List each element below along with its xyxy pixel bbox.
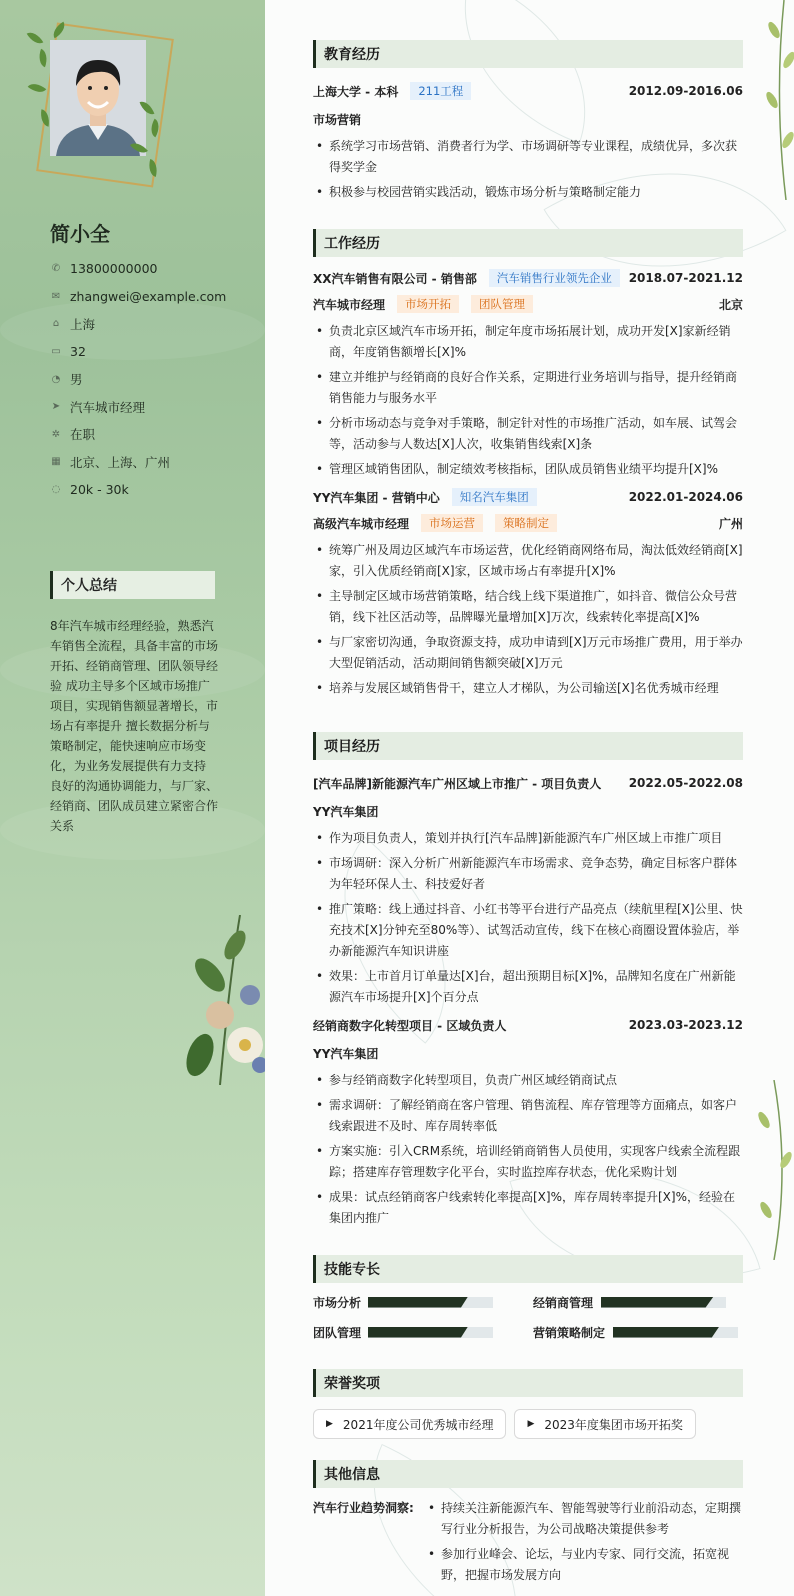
list-item: • 积极参与校园营销实践活动，锻炼市场分析与策略制定能力 <box>313 182 743 203</box>
job-city: 广州 <box>718 516 743 531</box>
skill-bar-fill <box>368 1327 468 1338</box>
education-heading: 教育经历 <box>313 40 743 68</box>
other-bullets <box>425 1498 743 1590</box>
corner-leaf-decoration <box>734 0 794 200</box>
job-bullets <box>313 321 743 480</box>
job-role-row <box>313 512 743 534</box>
avatar <box>50 40 146 156</box>
list-item: • 建立并维护与经销商的良好合作关系，定期进行业务培训与指导，提升经销商销售能力与服务水平 <box>313 367 743 409</box>
education-major-row <box>313 108 743 130</box>
major-text: 市场营销 <box>313 112 362 127</box>
job-header-row <box>313 267 743 289</box>
gender-text: 男 <box>70 372 83 388</box>
list-item: • 推广策略：线上通过抖音、小红书等平台进行产品亮点（续航里程[X]公里、快充技术[X]分钟充至80%等）、试驾活动宣传，线下在核心商圈设置体验店，举办新能源汽车知识讲座 <box>313 899 743 962</box>
corner-leaf-decoration <box>734 1080 794 1260</box>
home-icon: ⌂ <box>52 318 60 330</box>
info-phone <box>50 255 226 283</box>
company-name: XX汽车销售有限公司 - 销售部 <box>313 271 477 286</box>
skill-item <box>533 1324 743 1341</box>
honors-section <box>313 1369 743 1439</box>
projects-section <box>313 732 743 1233</box>
play-icon: ▶ <box>527 1419 535 1429</box>
company-tag: 汽车销售行业领先企业 <box>489 269 620 287</box>
other-body <box>313 1498 743 1590</box>
list-item: • 市场调研：深入分析广州新能源汽车市场需求、竞争态势，确定目标客户群体为年轻环保人士、科技爱好者 <box>313 853 743 895</box>
other-section <box>313 1460 743 1590</box>
work-section <box>313 229 743 703</box>
project-org-row <box>313 1042 743 1064</box>
skill-item <box>313 1324 523 1341</box>
list-item: • 参与经销商数字化转型项目，负责广州区域经销商试点 <box>313 1070 743 1091</box>
work-heading: 工作经历 <box>313 229 743 257</box>
other-heading: 其他信息 <box>313 1460 743 1488</box>
leaf-decoration <box>36 49 51 67</box>
list-item: • 分析市场动态与竞争对手策略，制定针对性的市场推广活动，如车展、试驾会等，活动参与人数达[X]人次，收集销售线索[X]条 <box>313 413 743 455</box>
city-text: 上海 <box>70 316 96 332</box>
avatar-portrait <box>50 40 146 156</box>
job-header-row <box>313 486 743 508</box>
company-tag: 知名汽车集团 <box>452 488 537 506</box>
skills-section <box>313 1255 743 1345</box>
leaf-decoration <box>27 29 44 48</box>
list-item: • 主导制定区域市场营销策略，结合线上线下渠道推广，如抖音、微信公众号营销，线下社区活动等，品牌曝光量增加[X]万次，线索转化率提高[X]% <box>313 586 743 628</box>
phone-icon: ✆ <box>51 263 61 275</box>
project-period: 2022.05-2022.08 <box>628 776 743 790</box>
list-item: • 统筹广州及周边区域汽车市场运营，优化经销商网络布局，淘汰低效经销商[X]家，引入优质经销商[X]家，区域市场占有率提升[X]% <box>313 540 743 582</box>
money-icon: ◌ <box>51 484 61 496</box>
candidate-name: 简小全 <box>50 222 110 246</box>
list-item: • 参加行业峰会、论坛，与业内专家、同行交流，拓宽视野，把握市场发展方向 <box>425 1544 743 1586</box>
project-name: 经销商数字化转型项目 - 区域负责人 <box>313 1018 507 1033</box>
project-org: YY汽车集团 <box>313 1046 379 1061</box>
list-item: • 方案实施：引入CRM系统，培训经销商销售人员使用，实现客户线索全流程跟踪；搭建库存管理数字化平台，实时监控库存状态，优化采购计划 <box>313 1141 743 1183</box>
mail-icon: ✉ <box>51 290 61 302</box>
skill-name: 团队管理 <box>313 1325 362 1340</box>
list-item: • 效果：上市首月订单量达[X]台，超出预期目标[X]%，品牌知名度在广州新能源汽车市场提升[X]个百分点 <box>313 966 743 1008</box>
info-salary <box>50 476 226 504</box>
list-item: • 需求调研：了解经销商在客户管理、销售流程、库存管理等方面痛点，如客户线索跟进不及时、库存周转率低 <box>313 1095 743 1137</box>
info-gender <box>50 365 226 393</box>
status-text: 在职 <box>70 427 96 443</box>
skill-item <box>533 1294 743 1311</box>
skills-heading: 技能专长 <box>313 1255 743 1283</box>
building-icon: ▦ <box>51 456 61 468</box>
list-item: • 系统学习市场营销、消费者行为学、市场调研等专业课程，成绩优异，多次获得奖学金 <box>313 136 743 178</box>
job-city: 北京 <box>718 297 743 312</box>
info-email <box>50 283 226 311</box>
award-text: 2021年度公司优秀城市经理 <box>342 1417 494 1432</box>
school-name: 上海大学 - 本科 <box>313 84 399 99</box>
sidebar <box>0 0 265 1596</box>
other-label: 汽车行业趋势洞察: <box>313 1501 414 1515</box>
project-bullets <box>313 828 743 1008</box>
flower-decoration <box>180 915 265 1085</box>
award-item <box>313 1409 506 1439</box>
project-header-row <box>313 1014 743 1036</box>
cake-icon: ▭ <box>51 346 61 358</box>
main-content <box>265 0 794 1596</box>
skill-bar <box>368 1327 493 1338</box>
email-text: zhangwei@example.com <box>70 288 227 304</box>
company-name: YY汽车集团 - 营销中心 <box>313 490 440 505</box>
education-header-row <box>313 80 743 102</box>
send-icon: ➤ <box>51 401 61 413</box>
target-cities-text: 北京、上海、广州 <box>70 454 171 470</box>
age-text: 32 <box>70 344 86 360</box>
contact-info <box>50 255 226 503</box>
project-period: 2023.03-2023.12 <box>628 1018 743 1032</box>
phone-text: 13800000000 <box>70 261 158 277</box>
projects-heading: 项目经历 <box>313 732 743 760</box>
salary-text: 20k - 30k <box>70 482 129 498</box>
honors-heading: 荣誉奖项 <box>313 1369 743 1397</box>
skill-row <box>313 1319 743 1345</box>
education-period: 2012.09-2016.06 <box>628 84 743 98</box>
project-org-row <box>313 800 743 822</box>
skill-tag: 团队管理 <box>471 295 533 313</box>
skill-name: 营销策略制定 <box>533 1325 606 1340</box>
skill-bar <box>613 1327 738 1338</box>
info-status <box>50 421 226 449</box>
list-item: • 成果：试点经销商客户线索转化率提高[X]%，库存周转率提升[X]%，经验在集团内推广 <box>313 1187 743 1229</box>
job-period: 2022.01-2024.06 <box>628 490 743 504</box>
job-role-row <box>313 293 743 315</box>
education-bullets <box>313 136 743 203</box>
honors-list <box>313 1409 743 1439</box>
skill-name: 经销商管理 <box>533 1295 594 1310</box>
skill-item <box>313 1294 523 1311</box>
job-period: 2018.07-2021.12 <box>628 271 743 285</box>
project-name: [汽车品牌]新能源汽车广州区域上市推广 - 项目负责人 <box>313 776 602 791</box>
education-section <box>313 40 743 207</box>
award-text: 2023年度集团市场开拓奖 <box>544 1417 683 1432</box>
info-city <box>50 310 226 338</box>
list-item: • 负责北京区域汽车市场开拓，制定年度市场拓展计划，成功开发[X]家新经销商，年度销售额增长[X]% <box>313 321 743 363</box>
award-item <box>514 1409 695 1439</box>
info-cities <box>50 448 226 476</box>
skill-bar <box>601 1297 726 1308</box>
skill-name: 市场分析 <box>313 1295 362 1310</box>
skill-bar-fill <box>601 1297 714 1308</box>
leaf-decoration <box>28 79 47 97</box>
skill-bar-fill <box>613 1327 719 1338</box>
job-role: 汽车城市经理 <box>313 297 386 312</box>
job-role: 高级汽车城市经理 <box>313 516 410 531</box>
list-item: • 持续关注新能源汽车、智能驾驶等行业前沿动态，定期撰写行业分析报告，为公司战略决策提供参考 <box>425 1498 743 1540</box>
list-item: • 与厂家密切沟通，争取资源支持，成功申请到[X]万元市场推广费用，用于举办大型促销活动，活动期间销售额突破[X]万元 <box>313 632 743 674</box>
job-bullets <box>313 540 743 699</box>
skill-tag: 市场开拓 <box>397 295 459 313</box>
project-org: YY汽车集团 <box>313 804 379 819</box>
skill-bar-fill <box>368 1297 468 1308</box>
list-item: • 作为项目负责人，策划并执行[汽车品牌]新能源汽车广州区域上市推广项目 <box>313 828 743 849</box>
list-item: • 管理区域销售团队，制定绩效考核指标，团队成员销售业绩平均提升[X]% <box>313 459 743 480</box>
project-bullets <box>313 1070 743 1229</box>
play-icon: ▶ <box>326 1419 333 1429</box>
info-job <box>50 393 226 421</box>
school-tag: 211工程 <box>410 82 471 100</box>
info-age <box>50 338 226 366</box>
gender-icon: ◔ <box>51 373 61 385</box>
skill-tag: 市场运营 <box>421 514 483 532</box>
profile-photo-frame <box>30 20 170 190</box>
summary-heading: 个人总结 <box>50 571 215 599</box>
project-header-row <box>313 772 743 794</box>
job-text: 汽车城市经理 <box>70 399 146 415</box>
skill-tag: 策略制定 <box>495 514 557 532</box>
summary-text: 8年汽车城市经理经验，熟悉汽车销售全流程，具备丰富的市场开拓、经销商管理、团队领导经验 成功主导多个区域市场推广项目，实现销售额显著增长，市场占有率提升 擅长数据分析与策略制定，能快速响应市场变化，为业务发展提供有力支持 良好的沟通协调能力，与厂家、经销商、团队成员建立紧密合作关系 <box>50 619 219 833</box>
status-icon: ✲ <box>51 428 61 440</box>
skill-bar <box>368 1297 493 1308</box>
skill-row <box>313 1289 743 1315</box>
list-item: • 培养与发展区域销售骨干，建立人才梯队，为公司输送[X]名优秀城市经理 <box>313 678 743 699</box>
